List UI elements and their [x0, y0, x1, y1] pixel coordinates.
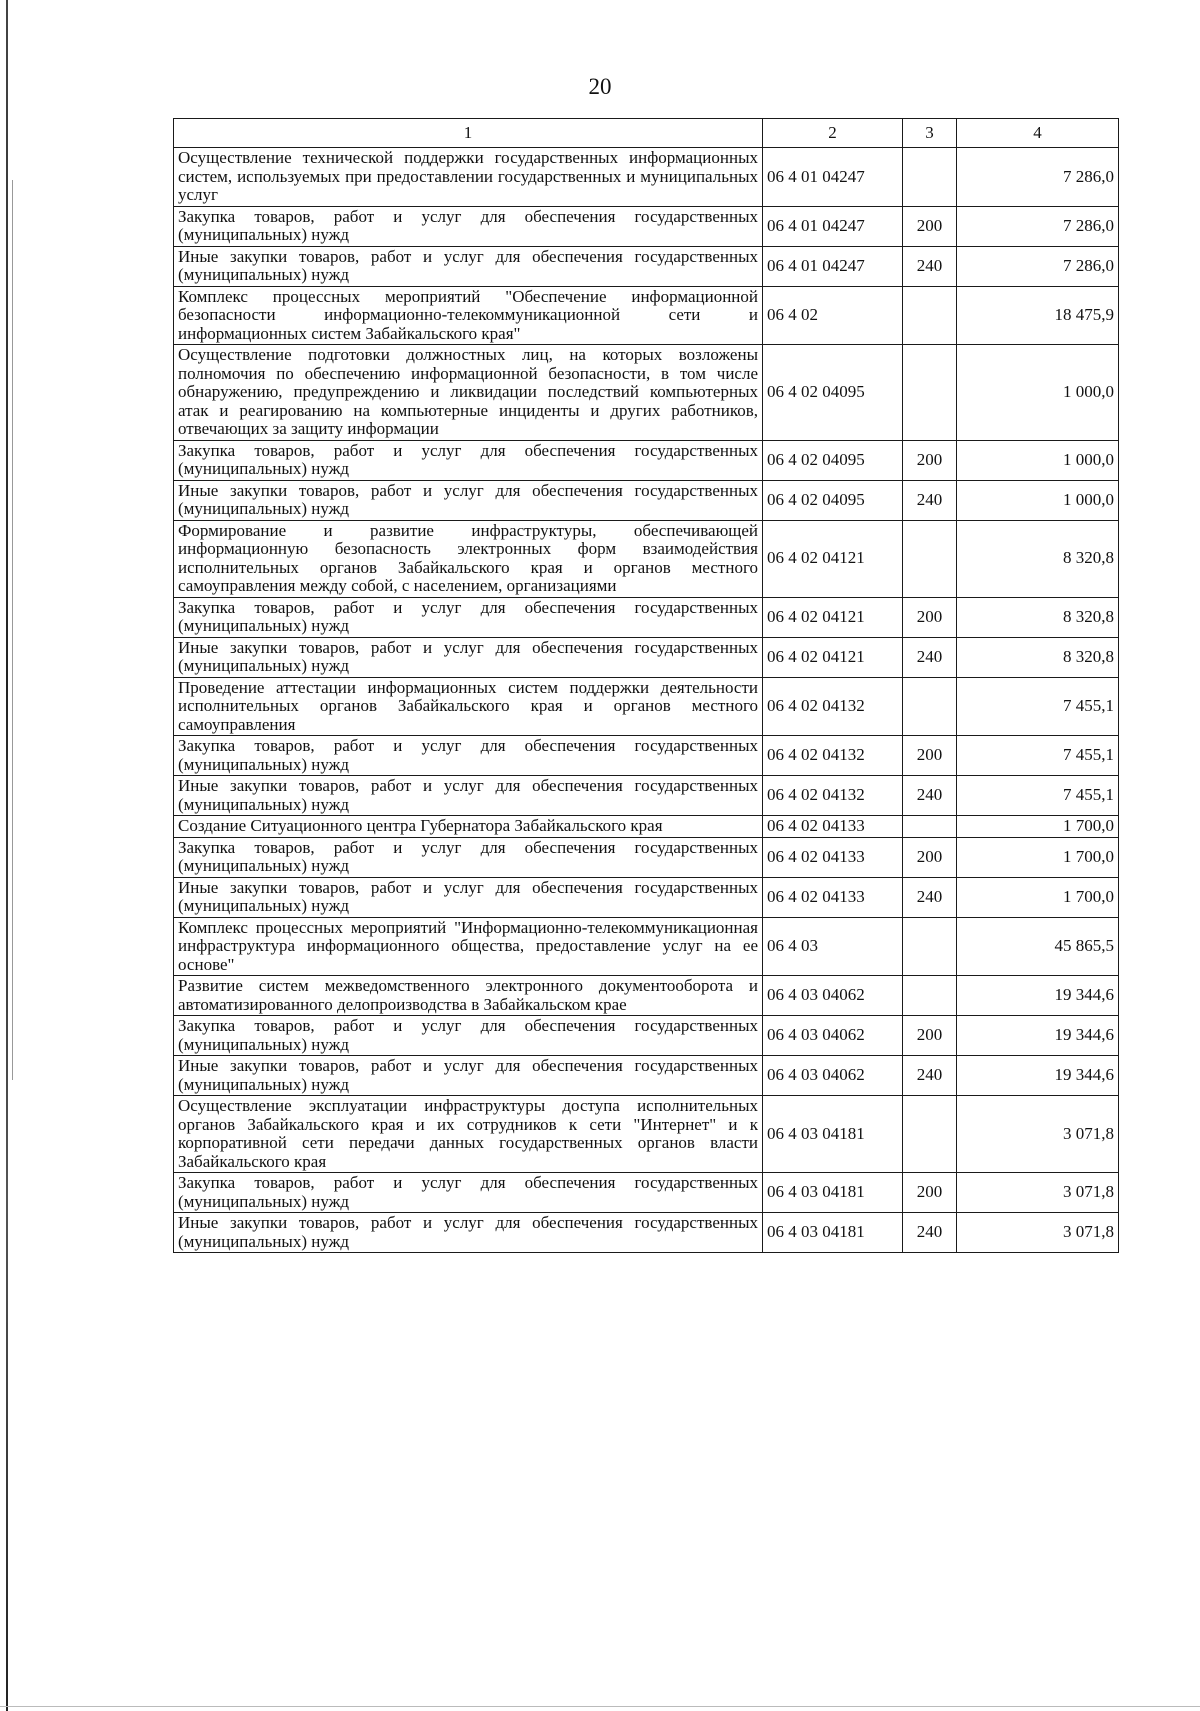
row-expense-type: 240 — [903, 246, 957, 286]
row-amount: 19 344,6 — [957, 1056, 1119, 1096]
row-name: Комплекс процессных мероприятий "Информационно-телекоммуникационная инфраструктура информационного общества, предоставление услуг на ее основе" — [174, 917, 763, 976]
table-row — [174, 776, 1119, 816]
table-row — [174, 816, 1119, 838]
row-amount: 3 071,8 — [957, 1173, 1119, 1213]
row-expense-type: 240 — [903, 637, 957, 677]
row-name: Проведение аттестации информационных систем поддержки деятельности исполнительных органов Забайкальского края и органов местного самоуправления — [174, 677, 763, 736]
scan-edge-left — [6, 0, 8, 1711]
table-row — [174, 637, 1119, 677]
table-body — [174, 148, 1119, 1253]
row-code: 06 4 02 04133 — [763, 816, 903, 838]
scan-edge-mark — [12, 180, 13, 1080]
row-expense-type — [903, 520, 957, 597]
row-expense-type: 240 — [903, 877, 957, 917]
row-name: Закупка товаров, работ и услуг для обеспечения государственных (муниципальных) нужд — [174, 1173, 763, 1213]
row-amount: 3 071,8 — [957, 1096, 1119, 1173]
row-name: Закупка товаров, работ и услуг для обеспечения государственных (муниципальных) нужд — [174, 440, 763, 480]
row-code: 06 4 03 04062 — [763, 1016, 903, 1056]
row-expense-type — [903, 1096, 957, 1173]
row-amount: 8 320,8 — [957, 637, 1119, 677]
scan-edge-bottom — [0, 1706, 1200, 1707]
row-name: Формирование и развитие инфраструктуры, обеспечивающей информационную безопасность электронных форм взаимодействия исполнительных органов Забайкальского края и органов местного самоуправления между собой, с населением, организациями — [174, 520, 763, 597]
row-expense-type — [903, 976, 957, 1016]
row-name: Комплекс процессных мероприятий "Обеспечение информационной безопасности информационно-телекоммуникационной сети и информационных систем Забайкальского края" — [174, 286, 763, 345]
row-amount: 8 320,8 — [957, 520, 1119, 597]
row-amount: 7 286,0 — [957, 148, 1119, 207]
row-amount: 7 286,0 — [957, 206, 1119, 246]
row-code: 06 4 02 04132 — [763, 776, 903, 816]
table-row — [174, 877, 1119, 917]
row-code: 06 4 03 04181 — [763, 1213, 903, 1253]
row-name: Иные закупки товаров, работ и услуг для обеспечения государственных (муниципальных) нужд — [174, 246, 763, 286]
row-name: Осуществление подготовки должностных лиц, на которых возложены полномочия по обеспечению информационной безопасности, в том числе обнаружению, предупреждению и ликвидации последствий компьютерных атак и реагированию на компьютерные инциденты и других работников, отвечающих за защиту информации — [174, 345, 763, 441]
row-code: 06 4 01 04247 — [763, 246, 903, 286]
row-expense-type: 200 — [903, 440, 957, 480]
row-name: Закупка товаров, работ и услуг для обеспечения государственных (муниципальных) нужд — [174, 597, 763, 637]
header-col-3: 3 — [903, 119, 957, 148]
row-name: Осуществление эксплуатации инфраструктуры доступа исполнительных органов Забайкальского края и их сотрудников к сети "Интернет" и к корпоративной сети передачи данных государственных органов власти Забайкальского края — [174, 1096, 763, 1173]
row-code: 06 4 02 04133 — [763, 877, 903, 917]
row-amount: 45 865,5 — [957, 917, 1119, 976]
row-amount: 3 071,8 — [957, 1213, 1119, 1253]
row-amount: 7 286,0 — [957, 246, 1119, 286]
row-name: Иные закупки товаров, работ и услуг для обеспечения государственных (муниципальных) нужд — [174, 1213, 763, 1253]
table-row — [174, 1173, 1119, 1213]
row-name: Осуществление технической поддержки государственных информационных систем, используемых при предоставлении государственных и муниципальных услуг — [174, 148, 763, 207]
page-number: 20 — [588, 74, 612, 99]
row-code: 06 4 02 04095 — [763, 345, 903, 441]
row-amount: 19 344,6 — [957, 976, 1119, 1016]
row-code: 06 4 02 04095 — [763, 480, 903, 520]
row-amount: 1 000,0 — [957, 440, 1119, 480]
header-col-2: 2 — [763, 119, 903, 148]
row-amount: 18 475,9 — [957, 286, 1119, 345]
row-name: Закупка товаров, работ и услуг для обеспечения государственных (муниципальных) нужд — [174, 206, 763, 246]
row-code: 06 4 02 04121 — [763, 637, 903, 677]
row-code: 06 4 02 04132 — [763, 736, 903, 776]
row-expense-type: 200 — [903, 837, 957, 877]
row-code: 06 4 03 04181 — [763, 1173, 903, 1213]
row-expense-type: 200 — [903, 736, 957, 776]
row-name: Иные закупки товаров, работ и услуг для обеспечения государственных (муниципальных) нужд — [174, 877, 763, 917]
row-amount: 7 455,1 — [957, 736, 1119, 776]
row-expense-type: 200 — [903, 1173, 957, 1213]
row-code: 06 4 03 — [763, 917, 903, 976]
table-row — [174, 976, 1119, 1016]
row-code: 06 4 03 04062 — [763, 976, 903, 1016]
row-expense-type: 240 — [903, 1213, 957, 1253]
row-expense-type: 200 — [903, 597, 957, 637]
table-row — [174, 736, 1119, 776]
table-row — [174, 246, 1119, 286]
row-name: Развитие систем межведомственного электронного документооборота и автоматизированного делопроизводства в Забайкальском крае — [174, 976, 763, 1016]
row-name: Закупка товаров, работ и услуг для обеспечения государственных (муниципальных) нужд — [174, 736, 763, 776]
row-name: Иные закупки товаров, работ и услуг для обеспечения государственных (муниципальных) нужд — [174, 637, 763, 677]
table-row — [174, 148, 1119, 207]
table-row — [174, 480, 1119, 520]
table-row — [174, 520, 1119, 597]
row-expense-type: 240 — [903, 1056, 957, 1096]
row-amount: 1 000,0 — [957, 345, 1119, 441]
row-name: Иные закупки товаров, работ и услуг для обеспечения государственных (муниципальных) нужд — [174, 1056, 763, 1096]
table-row — [174, 597, 1119, 637]
row-expense-type — [903, 286, 957, 345]
row-code: 06 4 03 04181 — [763, 1096, 903, 1173]
row-expense-type — [903, 148, 957, 207]
row-name: Закупка товаров, работ и услуг для обеспечения государственных (муниципальных) нужд — [174, 1016, 763, 1056]
row-name: Иные закупки товаров, работ и услуг для обеспечения государственных (муниципальных) нужд — [174, 480, 763, 520]
row-expense-type — [903, 345, 957, 441]
header-row — [174, 119, 1119, 148]
table-row — [174, 1056, 1119, 1096]
row-code: 06 4 03 04062 — [763, 1056, 903, 1096]
row-name: Создание Ситуационного центра Губернатора Забайкальского края — [174, 816, 763, 838]
row-code: 06 4 01 04247 — [763, 206, 903, 246]
table-row — [174, 440, 1119, 480]
row-code: 06 4 02 04121 — [763, 520, 903, 597]
row-amount: 1 700,0 — [957, 877, 1119, 917]
row-code: 06 4 02 04132 — [763, 677, 903, 736]
table-row — [174, 345, 1119, 441]
row-code: 06 4 02 — [763, 286, 903, 345]
row-code: 06 4 02 04121 — [763, 597, 903, 637]
row-amount: 1 700,0 — [957, 816, 1119, 838]
table-row — [174, 677, 1119, 736]
row-expense-type — [903, 677, 957, 736]
row-amount: 8 320,8 — [957, 597, 1119, 637]
table-row — [174, 206, 1119, 246]
row-expense-type: 200 — [903, 206, 957, 246]
row-amount: 1 000,0 — [957, 480, 1119, 520]
budget-table — [173, 118, 1119, 1253]
table-row — [174, 286, 1119, 345]
table-row — [174, 837, 1119, 877]
header-col-4: 4 — [957, 119, 1119, 148]
table-row — [174, 1096, 1119, 1173]
table-row — [174, 1016, 1119, 1056]
header-col-1: 1 — [174, 119, 763, 148]
row-expense-type: 240 — [903, 480, 957, 520]
row-expense-type: 240 — [903, 776, 957, 816]
row-amount: 1 700,0 — [957, 837, 1119, 877]
row-amount: 19 344,6 — [957, 1016, 1119, 1056]
row-code: 06 4 02 04095 — [763, 440, 903, 480]
row-name: Закупка товаров, работ и услуг для обеспечения государственных (муниципальных) нужд — [174, 837, 763, 877]
row-amount: 7 455,1 — [957, 776, 1119, 816]
row-expense-type — [903, 917, 957, 976]
row-code: 06 4 01 04247 — [763, 148, 903, 207]
row-amount: 7 455,1 — [957, 677, 1119, 736]
row-name: Иные закупки товаров, работ и услуг для обеспечения государственных (муниципальных) нужд — [174, 776, 763, 816]
table-header — [174, 119, 1119, 148]
row-expense-type: 200 — [903, 1016, 957, 1056]
table-row — [174, 1213, 1119, 1253]
row-expense-type — [903, 816, 957, 838]
table-row — [174, 917, 1119, 976]
row-code: 06 4 02 04133 — [763, 837, 903, 877]
